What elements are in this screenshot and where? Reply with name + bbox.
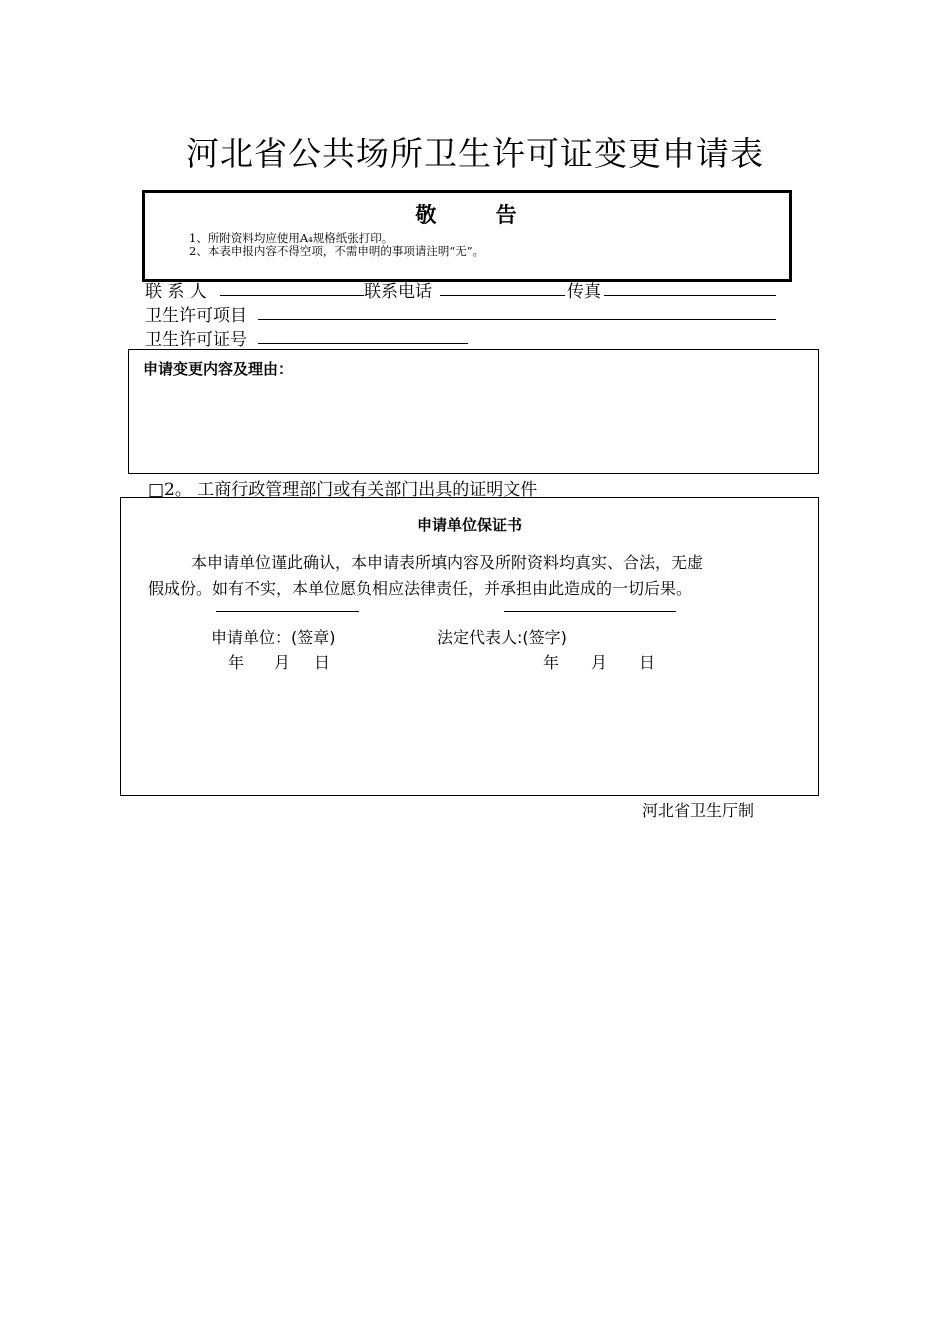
notice-box [142,190,792,282]
legal-rep-date-month: 月 [591,653,608,672]
legal-rep-signature-label: 法定代表人:(签字) [437,628,567,647]
legal-rep-signature-line[interactable] [504,611,676,612]
license-item-label: 卫生许可项目 [145,306,247,326]
applicant-date-day: 日 [314,653,331,672]
notice-item-2: 2、本表申报内容不得空项，不需申明的事项请注明“无”。 [189,244,485,258]
fax-label: 传真 [567,282,601,302]
attachment-item-2[interactable]: □2。 工商行政管理部门或有关部门出具的证明文件 [148,480,538,500]
applicant-date-month: 月 [274,653,291,672]
fax-field[interactable] [604,295,776,296]
contact-phone-label: 联系电话 [364,282,432,302]
applicant-signature-line[interactable] [216,611,359,612]
applicant-signature-label: 申请单位：(签章) [211,628,336,647]
guarantee-box [120,497,819,796]
applicant-date-year: 年 [228,653,245,672]
license-item-field[interactable] [258,319,776,320]
notice-heading: 敬 告 [415,203,519,227]
contact-phone-field[interactable] [440,295,565,296]
issuer-footer: 河北省卫生厅制 [642,801,755,820]
legal-rep-date-day: 日 [639,653,656,672]
contact-person-field[interactable] [220,295,364,296]
page-title: 河北省公共场所卫生许可证变更申请表 [186,134,764,173]
notice-item-1: 1、所附资料均应使用A₄规格纸张打印。 [189,231,394,245]
change-reason-label: 申请变更内容及理由： [143,360,294,378]
guarantee-text-line-1: 本申请单位谨此确认，本申请表所填内容及所附资料均真实、合法，无虚 [191,553,704,572]
legal-rep-date-year: 年 [543,653,560,672]
change-reason-box[interactable] [128,349,819,474]
guarantee-text-line-2: 假成份。如有不实，本单位愿负相应法律责任，并承担由此造成的一切后果。 [148,579,693,598]
contact-person-label: 联 系 人 [145,282,207,302]
license-number-field[interactable] [258,343,468,344]
license-number-label: 卫生许可证号 [145,330,247,350]
guarantee-title: 申请单位保证书 [416,516,522,534]
